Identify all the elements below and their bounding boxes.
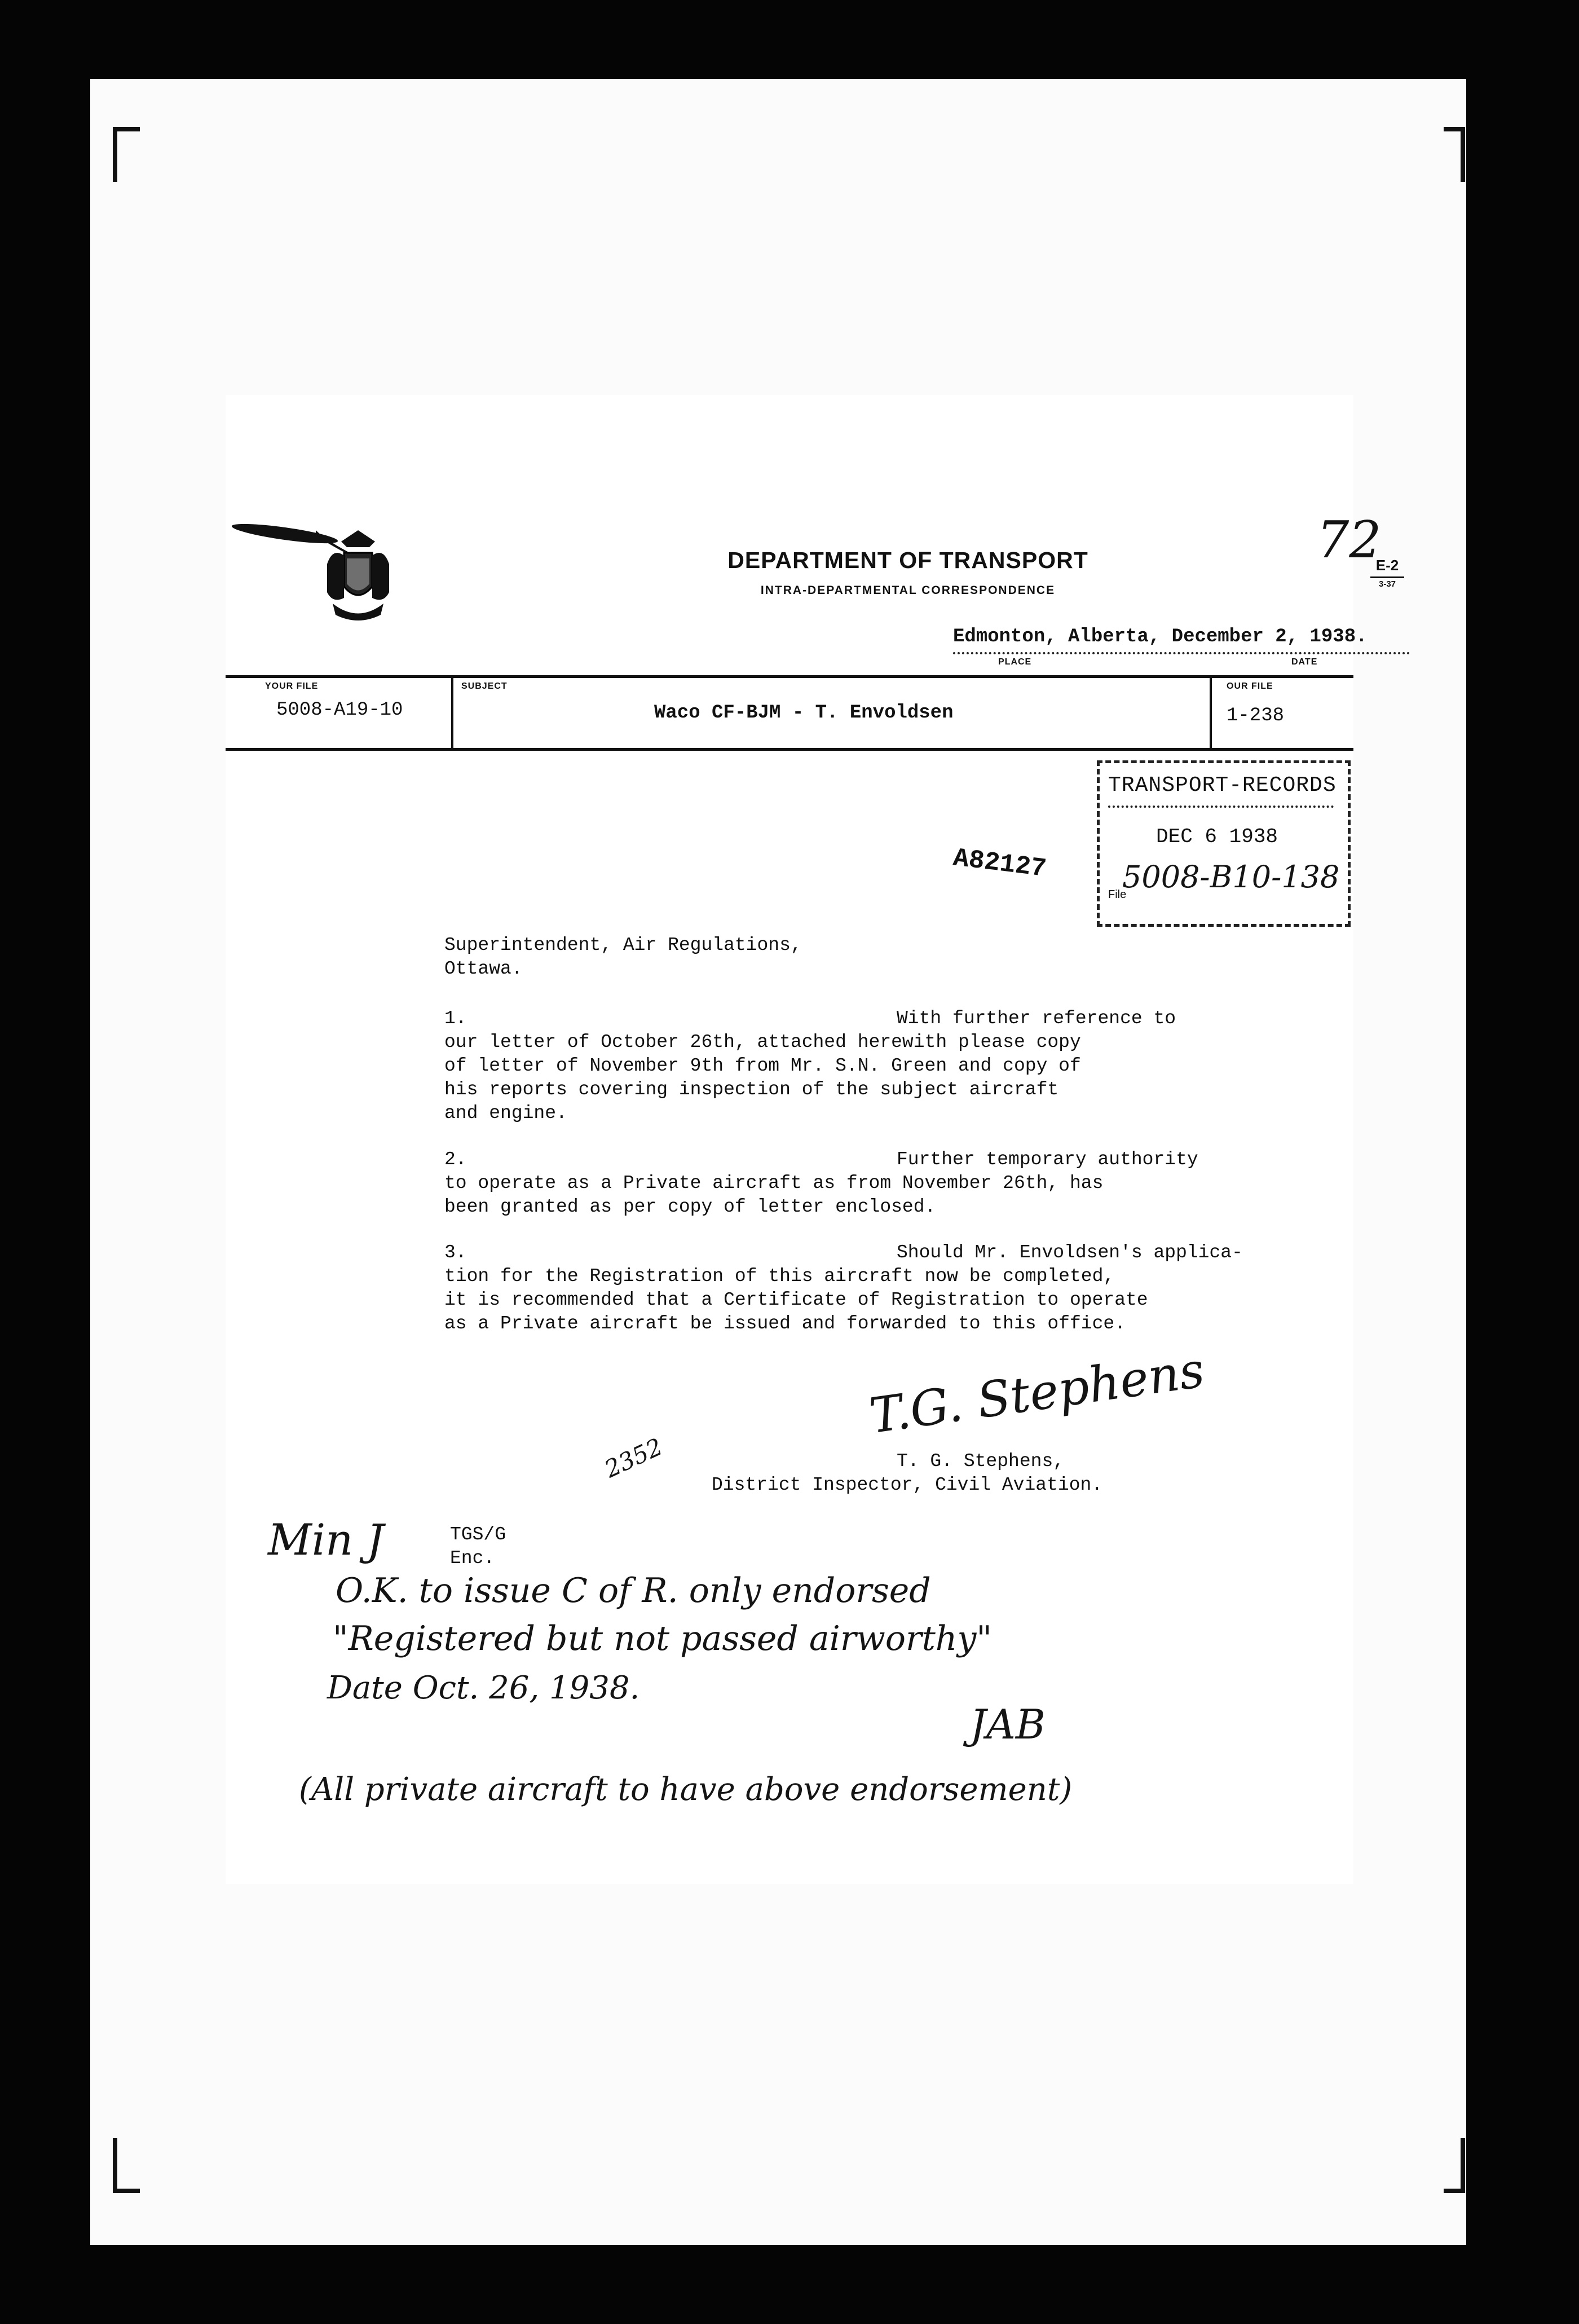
form-sub: 3-37 xyxy=(1378,579,1396,589)
handwritten-note-line-2: "Registered but not passed airworthy" xyxy=(333,1619,992,1658)
paragraph-1-line: his reports covering inspection of the subject aircraft xyxy=(444,1079,1059,1100)
your-file-value: 5008-A19-10 xyxy=(276,699,403,721)
paragraph-1-line: of letter of November 9th from Mr. S.N. Green and copy of xyxy=(444,1055,1081,1076)
paragraph-1-number: 1. xyxy=(444,1008,467,1029)
stamp-date: DEC 6 1938 xyxy=(1156,825,1278,848)
fields-divider-2 xyxy=(1210,677,1212,749)
signatory-name: T. G. Stephens, xyxy=(897,1451,1065,1472)
subject-label: SUBJECT xyxy=(461,681,508,691)
handwritten-note-line-4: (All private aircraft to have above endorsement) xyxy=(299,1771,1073,1808)
paragraph-3-line: tion for the Registration of this aircraft now be completed, xyxy=(444,1266,1115,1287)
fields-bottom-rule xyxy=(226,748,1353,751)
handwritten-minute: Min J xyxy=(268,1515,384,1565)
department-title: DEPARTMENT OF TRANSPORT xyxy=(727,547,1088,573)
paragraph-2-line: Further temporary authority xyxy=(897,1149,1198,1170)
place-date-underline xyxy=(953,652,1410,654)
folio-mark: 72 xyxy=(1317,510,1382,570)
your-file-label: YOUR FILE xyxy=(265,681,319,691)
our-file-value: 1-238 xyxy=(1227,705,1285,727)
corner-mark-bottom-left xyxy=(113,2138,140,2193)
fields-top-rule xyxy=(226,675,1353,678)
paragraph-2-line: been granted as per copy of letter enclosed. xyxy=(444,1196,936,1217)
records-stamp xyxy=(1097,760,1351,927)
paragraph-3-line: as a Private aircraft be issued and forwarded to this office. xyxy=(444,1313,1126,1334)
paragraph-3-line: it is recommended that a Certificate of Registration to operate xyxy=(444,1289,1148,1310)
place-label: PLACE xyxy=(998,657,1032,667)
memo-sheet xyxy=(226,395,1399,1884)
handwritten-number: 2352 xyxy=(600,1432,667,1484)
paragraph-1-line: and engine. xyxy=(444,1103,567,1124)
form-code: E-2 xyxy=(1375,557,1399,574)
handwritten-initials: JAB xyxy=(970,1701,1046,1748)
signature-scrawl: T.G. Stephens xyxy=(866,1341,1208,1445)
subject-value: Waco CF-BJM - T. Envoldsen xyxy=(654,702,954,724)
corner-mark-bottom-right xyxy=(1444,2138,1465,2193)
enclosure-note: Enc. xyxy=(450,1548,495,1569)
paragraph-2-line: to operate as a Private aircraft as from November 26th, has xyxy=(444,1173,1104,1194)
stamp-file-word: File xyxy=(1108,888,1127,901)
addressee-line-2: Ottawa. xyxy=(444,958,523,979)
typist-initials: TGS/G xyxy=(450,1524,506,1545)
handwritten-note-line-1: O.K. to issue C of R. only endorsed xyxy=(336,1571,931,1610)
corner-mark-top-right xyxy=(1444,127,1465,182)
corner-mark-top-left xyxy=(113,127,140,182)
paragraph-2-number: 2. xyxy=(444,1149,467,1170)
date-label: DATE xyxy=(1291,657,1318,667)
stamp-heading: TRANSPORT-RECORDS xyxy=(1108,773,1337,798)
correspondence-subtitle: INTRA-DEPARTMENTAL CORRESPONDENCE xyxy=(760,584,1056,597)
addressee-line-1: Superintendent, Air Regulations, xyxy=(444,935,802,956)
stamp-heading-rule xyxy=(1108,806,1334,808)
stamp-file-number: 5008-B10-138 xyxy=(1122,859,1340,895)
handwritten-note-line-3: Date Oct. 26, 1938. xyxy=(327,1670,640,1706)
paragraph-3-number: 3. xyxy=(444,1242,467,1263)
paragraph-1-line: our letter of October 26th, attached herewith please copy xyxy=(444,1032,1081,1053)
place-date: Edmonton, Alberta, December 2, 1938. xyxy=(953,626,1368,648)
our-file-label: OUR FILE xyxy=(1227,681,1273,691)
form-code-divider xyxy=(1370,576,1404,578)
paragraph-1-line: With further reference to xyxy=(897,1008,1176,1029)
paragraph-3-line: Should Mr. Envoldsen's applica- xyxy=(897,1242,1243,1263)
reference-number: A82127 xyxy=(951,843,1048,884)
fields-divider-1 xyxy=(451,677,453,749)
signatory-title: District Inspector, Civil Aviation. xyxy=(712,1474,1103,1495)
